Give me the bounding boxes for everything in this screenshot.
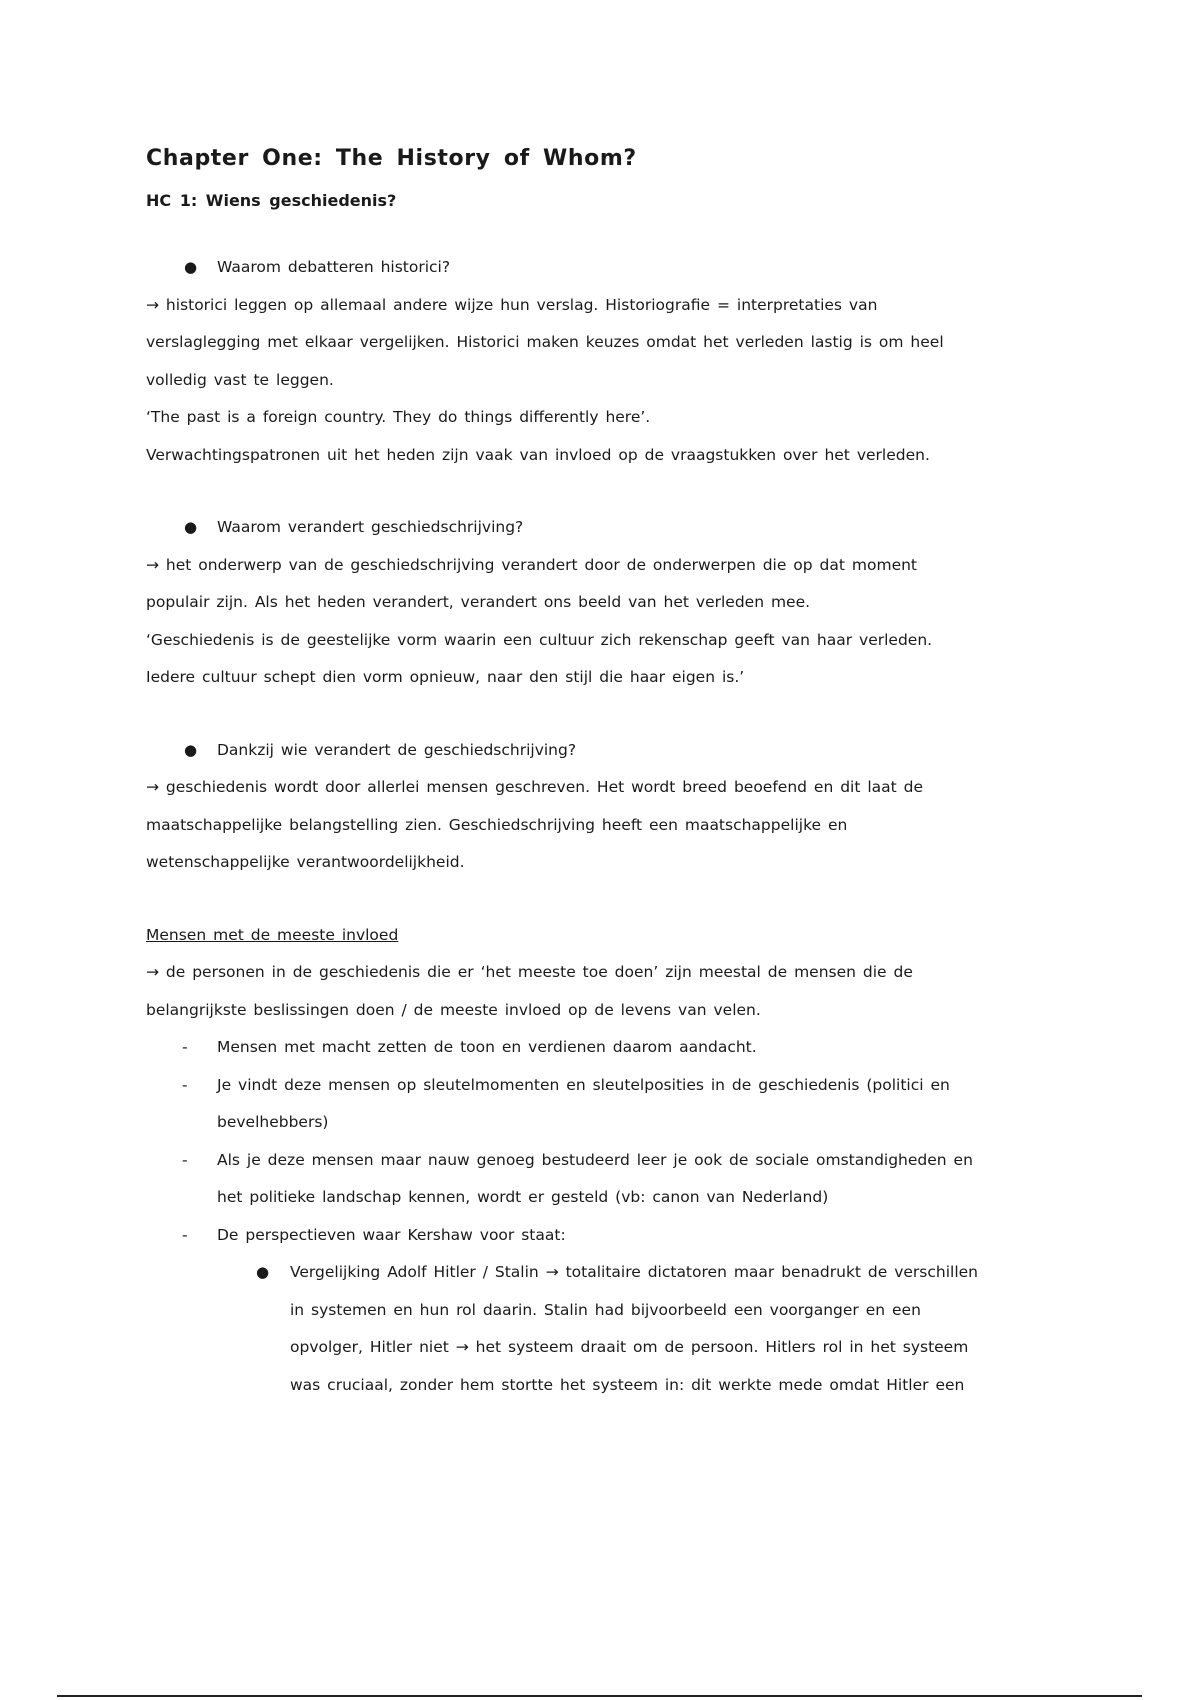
section-change [146,509,1096,697]
bullet-icon: ● [256,1263,270,1281]
dash-item: - Als je deze mensen maar nauw genoeg bestudeerd leer je ook de sociale omstandigheden en het politieke landschap kennen, wordt er gesteld (vb: canon van Nederland) [146,1142,1096,1217]
section-who [146,732,1096,882]
dash-icon: - [182,1038,188,1056]
paragraph-line: belangrijkste beslissingen doen / de meeste invloed op de levens van velen. [146,1000,761,1019]
bullet-icon: ● [184,740,198,759]
question-bullet [146,732,1096,770]
document-page [146,146,1096,1404]
paragraph-line: populair zijn. Als het heden verandert, verandert ons beeld van het verleden mee. [146,593,811,611]
paragraph-line: → geschiedenis wordt door allerlei mensen geschreven. Het wordt breed beoefend en dit laat de [146,778,924,796]
paragraph-line: maatschappelijke belangstelling zien. Geschiedschrijving heeft een maatschappelijke en [146,815,848,834]
quote-line: ‘The past is a foreign country. They do things differently here’. [146,408,651,426]
dash-item: - Mensen met macht zetten de toon en verdienen daarom aandacht. [146,1029,1096,1067]
quote-line: Iedere cultuur schept dien vorm opnieuw, naar den stijl die haar eigen is.’ [146,668,745,686]
question-text: Waarom verandert geschiedschrijving? [217,518,524,536]
question-bullet [146,509,1096,547]
dash-icon: - [182,1075,188,1094]
paragraph-line: wetenschappelijke verantwoordelijkheid. [146,853,465,871]
lecture-subtitle: HC 1: Wiens geschiedenis? [146,191,397,210]
chapter-title: Chapter One: The History of Whom? [146,146,637,171]
dash-item: - Je vindt deze mensen op sleutelmomenten en sleutelposities in de geschiedenis (politici en bevelhebbers) [146,1067,1096,1142]
section-heading: Mensen met de meeste invloed [146,925,399,944]
page-bottom-rule [57,1695,1142,1697]
question-bullet [146,249,1096,287]
section-debate [146,249,1096,474]
paragraph-line: Verwachtingspatronen uit het heden zijn vaak van invloed op de vraagstukken over het verleden. [146,445,930,464]
quote-line: ‘Geschiedenis is de geestelijke vorm waarin een cultuur zich rekenschap geeft van haar verleden. [146,630,933,649]
dash-icon: - [182,1150,188,1169]
paragraph-line: → historici leggen op allemaal andere wijze hun verslag. Historiografie = interpretaties van [146,295,878,314]
paragraph-line: → het onderwerp van de geschiedschrijving verandert door de onderwerpen die op dat moment [146,555,918,574]
question-text: Waarom debatteren historici? [217,258,451,276]
paragraph-line: verslaglegging met elkaar vergelijken. Historici maken keuzes omdat het verleden lastig is om heel [146,333,944,351]
paragraph-line: → de personen in de geschiedenis die er ‘het meeste toe doen’ zijn meestal de mensen die de [146,963,913,981]
bullet-icon: ● [184,258,198,276]
paragraph-line: volledig vast te leggen. [146,370,334,389]
bullet-icon: ● [184,518,198,536]
sub-bullet-item: ● Vergelijking Adolf Hitler / Stalin → totalitaire dictatoren maar benadrukt de verschillen in systemen en hun rol daarin. Stalin had bijvoorbeeld een voorganger en een opvolger, Hitler niet → het systeem draait om de persoon. Hitlers rol in het systeem was cruciaal, zonder hem stortte het systeem in: dit werkte mede omdat Hitler een [146,1254,1096,1404]
dash-icon: - [182,1225,188,1244]
section-influence [146,917,1096,1405]
dash-item: - De perspectieven waar Kershaw voor staat: [146,1217,1096,1255]
question-text: Dankzij wie verandert de geschiedschrijving? [217,740,577,759]
